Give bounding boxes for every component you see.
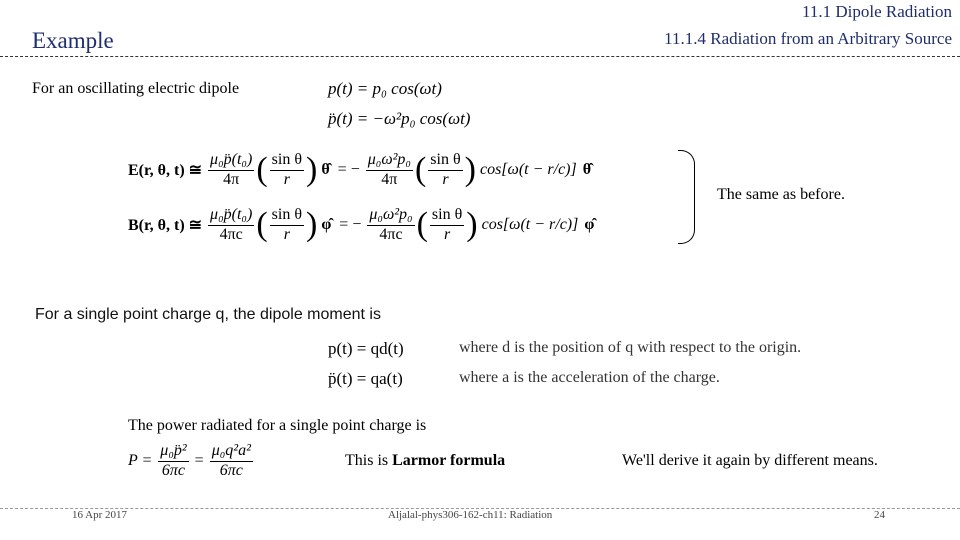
larmor-equation <box>128 438 255 484</box>
cos-term: cos[ω(t − r/c)] <box>479 161 577 178</box>
section-title: 11.1 Dipole Radiation <box>802 2 952 21</box>
sin-num: sin θ <box>270 151 304 170</box>
point-charge-intro: For a single point charge q, the dipole moment is <box>35 306 381 323</box>
equals-minus: = − <box>339 216 362 233</box>
theta-hat: θ̂ <box>582 161 592 178</box>
paren-close: ) <box>464 151 476 188</box>
b-field-fraction <box>208 206 254 244</box>
b-field-fraction-2 <box>367 206 414 244</box>
paren-open: ( <box>256 206 268 243</box>
magnetic-field-equation <box>128 200 594 250</box>
larmor-formula-name: Larmor formula <box>392 452 506 469</box>
b-frac-den: 4πc <box>219 225 243 243</box>
power-lhs: P = <box>128 452 153 469</box>
sin-fraction <box>270 151 304 189</box>
dipole-moment-equation: p(t) = qd(t) <box>328 339 404 358</box>
equals: = <box>194 452 204 469</box>
larmor-frac2-den: 6πc <box>219 461 243 479</box>
larmor-label <box>345 452 505 470</box>
paren-open: ( <box>416 206 428 243</box>
paren-close: ) <box>466 206 478 243</box>
same-as-before-note: The same as before. <box>717 186 845 203</box>
paren-open: ( <box>414 151 427 188</box>
e-field-lhs: E(r, θ, t) ≅ <box>128 162 203 179</box>
sin-num: sin θ <box>428 151 462 170</box>
sin-num: sin θ <box>270 206 304 225</box>
page-title: Example <box>32 28 114 53</box>
e-field-fraction <box>208 151 254 189</box>
larmor-fraction-1 <box>158 442 188 480</box>
larmor-frac1-num: μ₀p̈² <box>158 442 188 461</box>
larmor-frac1-den: 6πc <box>161 461 186 479</box>
header-divider <box>0 56 960 57</box>
right-brace <box>678 150 695 244</box>
subsection-title: 11.1.4 Radiation from an Arbitrary Source <box>664 29 952 48</box>
sin-den: r <box>443 225 451 243</box>
dipole-second-derivative-equation: p̈(t) = −ω²p₀ cos(ωt) <box>328 109 471 128</box>
cos-term: cos[ω(t − r/c)] <box>481 216 579 233</box>
b-frac-num: μ₀p̈(t₀) <box>208 206 254 225</box>
sin-fraction <box>428 151 462 189</box>
e-frac2-num: μ₀ω²p₀ <box>366 151 413 170</box>
sin-den: r <box>442 170 449 188</box>
footer-course: Aljalal-phys306-162-ch11: Radiation <box>388 509 553 521</box>
sin-fraction <box>270 206 304 244</box>
theta-hat: θ̂ <box>321 161 330 178</box>
b-frac2-den: 4πc <box>379 225 403 243</box>
phi-hat: φ̂ <box>321 216 332 233</box>
e-field-fraction-2 <box>366 151 413 189</box>
dipole-equation: p(t) = p₀ cos(ωt) <box>328 79 442 98</box>
larmor-frac2-num: μ₀q²a² <box>210 442 253 461</box>
intro-text: For an oscillating electric dipole <box>32 80 240 97</box>
paren-open: ( <box>256 151 268 188</box>
dipole-acceleration-note: where a is the acceleration of the charge. <box>459 369 720 386</box>
b-frac2-num: μ₀ω²p₀ <box>367 206 414 225</box>
sin-fraction <box>430 206 464 244</box>
sin-num: sin θ <box>430 206 464 225</box>
footer-date: 16 Apr 2017 <box>72 509 127 521</box>
derive-note: We'll derive it again by different means. <box>622 452 878 469</box>
sin-den: r <box>283 170 290 188</box>
paren-close: ) <box>305 151 318 188</box>
sin-den: r <box>283 225 290 243</box>
electric-field-equation <box>128 145 591 195</box>
larmor-prefix: This is <box>345 452 393 469</box>
b-field-lhs: B(r, θ, t) ≅ <box>128 217 203 234</box>
phi-hat: φ̂ <box>584 216 595 233</box>
dipole-moment-note: where d is the position of q with respect to the origin. <box>459 339 802 356</box>
equals-minus: = − <box>337 161 360 178</box>
e-frac-num: μ₀p̈(t₀) <box>208 151 254 170</box>
e-frac2-den: 4π <box>381 170 398 188</box>
power-intro: The power radiated for a single point charge is <box>128 417 427 434</box>
e-frac-den: 4π <box>223 170 240 188</box>
larmor-fraction-2 <box>210 442 253 480</box>
paren-close: ) <box>305 206 318 243</box>
footer-page-number: 24 <box>874 509 885 521</box>
dipole-acceleration-equation: p̈(t) = qa(t) <box>328 369 403 388</box>
